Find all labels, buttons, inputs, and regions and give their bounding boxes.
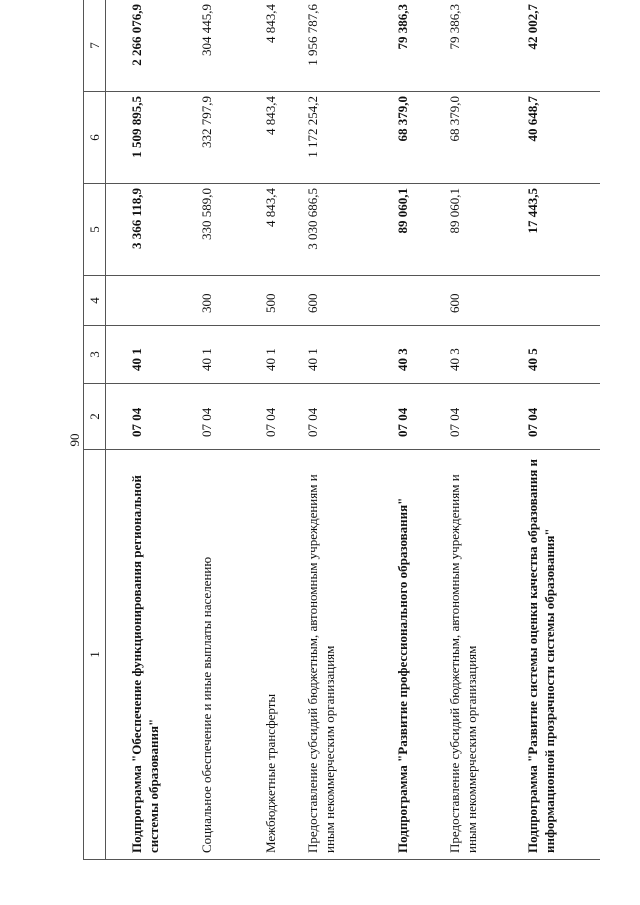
amount-cell: 2 266 076,9	[106, 0, 189, 92]
program-code-cell: 40 5	[514, 326, 600, 384]
table-row	[514, 0, 600, 860]
amount-cell: 1 172 254,2	[294, 92, 384, 184]
table-row	[436, 0, 514, 860]
table-header-row	[84, 0, 106, 860]
section-code-cell: 07 04	[106, 384, 189, 450]
table-row	[252, 0, 294, 860]
amount-cell: 3 030 686,5	[294, 184, 384, 276]
row-name-cell: Предоставление субсидий бюджетным, автономным учреждениям и иным некоммерческим организациям	[436, 450, 514, 860]
amount-cell: 68 379,0	[384, 92, 436, 184]
row-name-cell: Подпрограмма "Обеспечение функционирования региональной системы образования"	[106, 450, 189, 860]
expense-type-cell: 300	[188, 276, 252, 326]
amount-cell: 1 509 895,5	[106, 92, 189, 184]
expense-type-cell	[384, 276, 436, 326]
header-cell: 2	[84, 384, 106, 450]
amount-cell: 79 386,3	[436, 0, 514, 92]
section-code-cell: 07 04	[384, 384, 436, 450]
amount-cell: 3 366 118,9	[106, 184, 189, 276]
amount-cell: 17 443,5	[514, 184, 600, 276]
expense-type-cell: 600	[436, 276, 514, 326]
amount-cell: 4 843,4	[252, 184, 294, 276]
amount-cell: 1 956 787,6	[294, 0, 384, 92]
section-code-cell: 07 04	[294, 384, 384, 450]
section-code-cell: 07 04	[188, 384, 252, 450]
program-code-cell: 40 1	[188, 326, 252, 384]
table-row	[294, 0, 384, 860]
row-name-cell: Межбюджетные трансферты	[252, 450, 294, 860]
expense-type-cell	[106, 276, 189, 326]
section-code-cell: 07 04	[252, 384, 294, 450]
expense-type-cell	[514, 276, 600, 326]
amount-cell: 40 648,7	[514, 92, 600, 184]
program-code-cell: 40 1	[106, 326, 189, 384]
row-name-cell: Социальное обеспечение и иные выплаты населению	[188, 450, 252, 860]
header-cell: 7	[84, 0, 106, 92]
header-cell: 4	[84, 276, 106, 326]
table-row	[188, 0, 252, 860]
header-cell: 6	[84, 92, 106, 184]
section-code-cell: 07 04	[514, 384, 600, 450]
amount-cell: 332 797,9	[188, 92, 252, 184]
amount-cell: 68 379,0	[436, 92, 514, 184]
row-name-cell: Предоставление субсидий бюджетным, автономным учреждениям и иным некоммерческим организациям	[294, 450, 384, 860]
header-cell: 3	[84, 326, 106, 384]
table-row	[384, 0, 436, 860]
expense-type-cell: 600	[294, 276, 384, 326]
program-code-cell: 40 3	[436, 326, 514, 384]
amount-cell: 4 843,4	[252, 0, 294, 92]
table-row	[106, 0, 189, 860]
header-cell: 1	[84, 450, 106, 860]
program-code-cell: 40 1	[252, 326, 294, 384]
budget-table	[83, 0, 600, 860]
amount-cell: 304 445,9	[188, 0, 252, 92]
expense-type-cell: 500	[252, 276, 294, 326]
amount-cell: 89 060,1	[436, 184, 514, 276]
amount-cell: 42 002,7	[514, 0, 600, 92]
row-name-cell: Подпрограмма "Развитие системы оценки качества образования и информационной прозрачности системы образования"	[514, 450, 600, 860]
amount-cell: 79 386,3	[384, 0, 436, 92]
rotated-table-container	[83, 0, 633, 860]
program-code-cell: 40 1	[294, 326, 384, 384]
row-name-cell: Подпрограмма "Развитие профессионального образования"	[384, 450, 436, 860]
amount-cell: 89 060,1	[384, 184, 436, 276]
header-cell: 5	[84, 184, 106, 276]
amount-cell: 330 589,0	[188, 184, 252, 276]
program-code-cell: 40 3	[384, 326, 436, 384]
amount-cell: 4 843,4	[252, 92, 294, 184]
section-code-cell: 07 04	[436, 384, 514, 450]
page-number: 90	[67, 433, 82, 447]
